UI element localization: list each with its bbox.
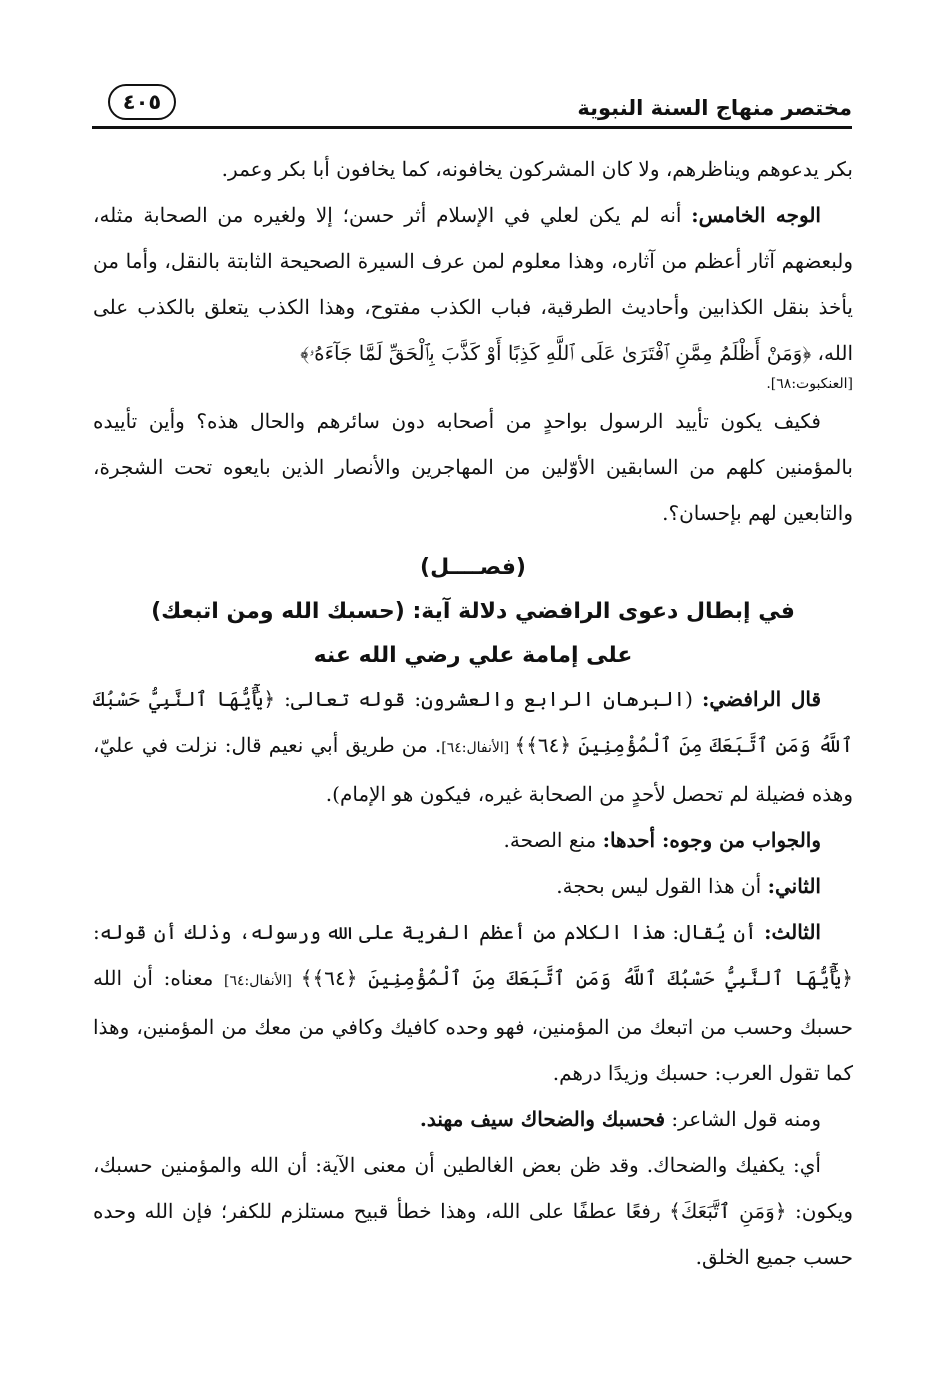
- reference-anfal-1: [الأنفال:٦٤]: [441, 740, 515, 756]
- quran-verse-fragment: ﴿وَمَنِ ٱتَّبَعَكَ﴾: [669, 1199, 787, 1223]
- paragraph-3: [93, 398, 853, 536]
- paragraph-7-text-b: معناه: أن الله حسبك وحسب من اتبعك من المؤمنين، فهو وحده كافيك وكافي من معك من المؤمنين، وهذا كما تقول العرب: حسبك وزيدًا درهم.: [93, 966, 853, 1085]
- paragraph-7: [93, 909, 853, 1096]
- section-heading-fasl: (فصــــل): [420, 555, 526, 580]
- paragraph-4-lead: قال الرافضي:: [702, 687, 821, 711]
- paragraph-7-text-a: أن يُقال: هذا الكلام من أعظم الفرية على الله ورسوله، وذلك أن قوله:: [93, 920, 765, 944]
- quran-verse-anfal-1: ﴿يَٰٓأَيُّهَا ٱلنَّبِيُّ حَسْبُكَ ٱللَّهُ وَمَنِ ٱتَّبَعَكَ مِنَ ٱلْمُؤْمِنِينَ ﴿٦٤﴾﴾: [93, 687, 853, 757]
- quran-verse-anfal-2: ﴿يَٰٓأَيُّهَا ٱلنَّبِيُّ حَسْبُكَ ٱللَّهُ وَمَنِ ٱتَّبَعَكَ مِنَ ٱلْمُؤْمِنِينَ ﴿٦٤﴾﴾: [300, 966, 854, 990]
- paragraph-6-text: أن هذا القول ليس بحجة.: [556, 874, 768, 898]
- paragraph-5: [93, 817, 853, 863]
- paragraph-6-lead: الثاني:: [767, 874, 821, 898]
- poetry-verse: فحسبك والضحاك سيف مهند.: [419, 1107, 666, 1131]
- page-number-badge: ٤٠٥: [108, 84, 176, 120]
- page-body: [93, 146, 853, 1280]
- paragraph-4-text-a: (البرهان الرابع والعشرون: قوله تعالى:: [275, 687, 702, 711]
- paragraph-5-lead: والجواب من وجوه: أحدها:: [602, 828, 821, 852]
- section-heading-line-2: على إمامة علي رضي الله عنه: [313, 643, 633, 668]
- paragraph-2-lead: الوجه الخامس:: [691, 203, 821, 227]
- paragraph-3-text: فكيف يكون تأييد الرسول بواحدٍ من أصحابه دون سائرهم والحال هذه؟ وأين تأييده بالمؤمنين كلهم من السابقين الأوّلين من المهاجرين والأنصار الذين بايعوه تحت الشجرة، والتابعين لهم بإحسان؟.: [93, 409, 853, 525]
- reference-anfal-2: [الأنفال:٦٤]: [224, 973, 301, 989]
- reference-ankabut: [العنكبوت:٦٨].: [766, 376, 853, 392]
- paragraph-6: [93, 863, 853, 909]
- paragraph-9-text-a: أي: يكفيك والضحاك. وقد ظن بعض الغالطين أن معنى الآية: أن الله والمؤمنين حسبك، ويكون:: [93, 1153, 853, 1223]
- paragraph-4: [93, 676, 853, 817]
- paragraph-8: [93, 1096, 853, 1142]
- paragraph-1: [93, 146, 853, 192]
- quran-verse-ankabut: ﴿وَمَنْ أَظْلَمُ مِمَّنِ ٱفْتَرَىٰ عَلَى ٱللَّهِ كَذِبًا أَوْ كَذَّبَ بِٱلْحَقِّ لَمَّا جَآءَهُۥ﴾: [300, 341, 812, 365]
- paragraph-9-text-b: رفعًا عطفًا على الله، وهذا خطأ قبيح مستلزم للكفر؛ فإن الله وحده حسب جميع الخلق.: [93, 1199, 853, 1269]
- paragraph-9: [93, 1142, 853, 1280]
- paragraph-2: [93, 192, 853, 376]
- header-rule: [92, 126, 852, 129]
- section-heading-line-1: في إبطال دعوى الرافضي دلالة آية: (حسبك الله ومن اتبعك): [151, 599, 795, 624]
- paragraph-1-text: بكر يدعوهم ويناظرهم، ولا كان المشركون يخافونه، كما يخافون أبا بكر وعمر.: [221, 157, 853, 181]
- paragraph-8-text: ومنه قول الشاعر:: [665, 1107, 821, 1131]
- paragraph-5-text: منع الصحة.: [503, 828, 603, 852]
- book-title: مختصر منهاج السنة النبوية: [577, 96, 852, 120]
- paragraph-7-lead: الثالث:: [764, 920, 821, 944]
- paragraph-2-text: أنه لم يكن لعلي في الإسلام أثر حسن؛ إلا ولغيره من الصحابة مثله، ولبعضهم آثار أعظم من آثاره، وهذا معلوم لمن عرف السيرة الصحيحة الثابتة بالنقل، وأما من يأخذ بنقل الكذابين وأحاديث الطرقية، فباب الكذب مفتوح، وهذا الكذب يتعلق بالكذب على الله،: [93, 203, 853, 365]
- paragraph-4-text-b: . من طريق أبي نعيم قال: نزلت في عليّ، وهذه فضيلة لم تحصل لأحدٍ من الصحابة غيره، فيكون هو الإمام).: [93, 733, 853, 806]
- page-header: [92, 80, 852, 136]
